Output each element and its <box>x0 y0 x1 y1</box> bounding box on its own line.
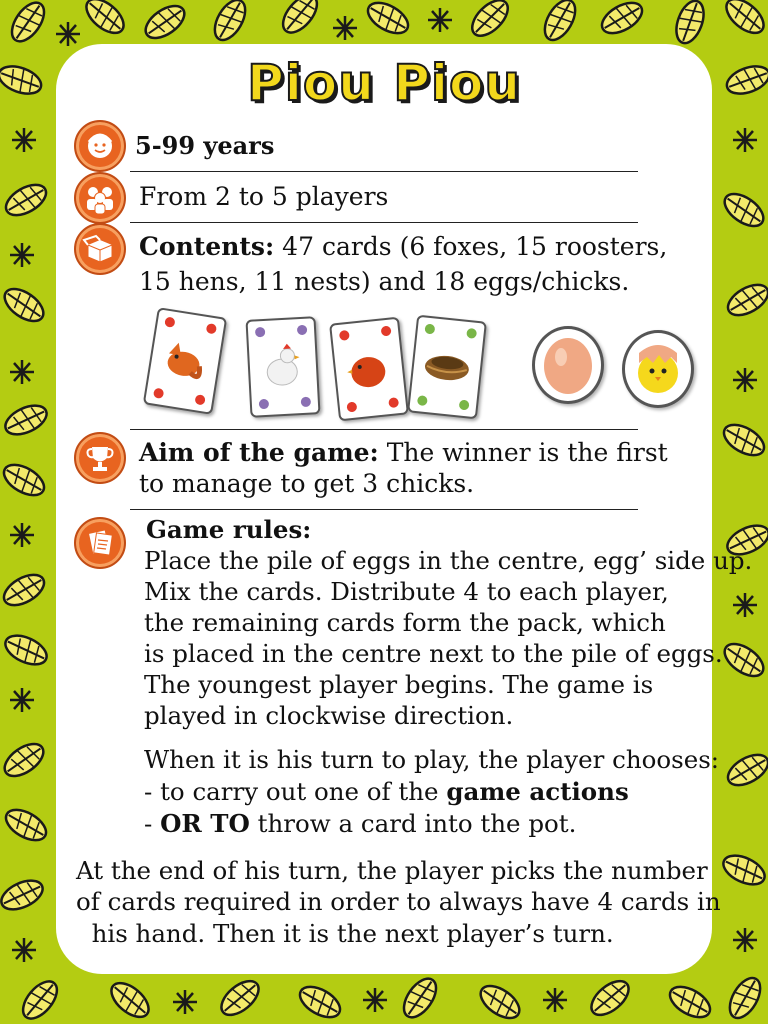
end-line: At the end of his turn, the player picks the number <box>76 856 708 885</box>
turn-line: When it is his turn to play, the player chooses: <box>144 745 720 774</box>
divider <box>130 222 638 223</box>
option-dash: - <box>144 809 161 838</box>
divider <box>130 509 638 510</box>
rules-line: The youngest player begins. The game is <box>144 670 654 699</box>
rules-line: played in clockwise direction. <box>144 701 514 730</box>
contents-line-2: 15 hens, 11 nests) and 18 eggs/chicks. <box>139 267 630 296</box>
age-range: 5-99 years <box>135 131 275 160</box>
rules-heading: Game rules: <box>146 515 312 544</box>
rooster-card <box>245 316 320 418</box>
trophy-icon <box>74 432 126 484</box>
game-actions-emphasis: game actions <box>446 777 629 806</box>
contents-line-1 <box>139 231 667 262</box>
divider <box>130 429 638 430</box>
child-face-icon <box>74 120 126 172</box>
aim-line-1 <box>139 437 668 468</box>
box-icon <box>74 223 126 275</box>
hen-card <box>329 317 409 422</box>
aim-label: Aim of the game: <box>139 438 379 467</box>
rules-line: Mix the cards. Distribute 4 to each player, <box>144 577 669 606</box>
rules-sheet-icon <box>74 517 126 569</box>
end-line: of cards required in order to always have 4 cards in <box>76 887 721 916</box>
contents-label: Contents: <box>139 232 275 261</box>
rules-line: the remaining cards form the pack, which <box>144 608 666 637</box>
game-title: Piou Piou <box>247 54 521 112</box>
option-game-actions <box>144 776 629 807</box>
rules-line: Place the pile of eggs in the centre, egg’ side up. <box>144 546 753 575</box>
aim-text: The winner is the first <box>378 438 668 467</box>
or-to-emphasis: OR TO <box>160 809 250 838</box>
chick-token <box>622 330 694 408</box>
rules-line: is placed in the centre next to the pile of eggs. <box>144 639 723 668</box>
nest-card <box>407 315 487 420</box>
option-rest: throw a card into the pot. <box>249 809 577 838</box>
egg-token <box>532 326 604 404</box>
option-prefix: - to carry out one of the <box>144 777 447 806</box>
option-throw-card <box>144 808 576 839</box>
players-icon <box>74 172 126 224</box>
player-count: From 2 to 5 players <box>139 182 389 211</box>
aim-line-2: to manage to get 3 chicks. <box>139 469 475 498</box>
end-line: his hand. Then it is the next player’s turn. <box>76 919 614 948</box>
divider <box>130 171 638 172</box>
contents-text: 47 cards (6 foxes, 15 roosters, <box>274 232 668 261</box>
